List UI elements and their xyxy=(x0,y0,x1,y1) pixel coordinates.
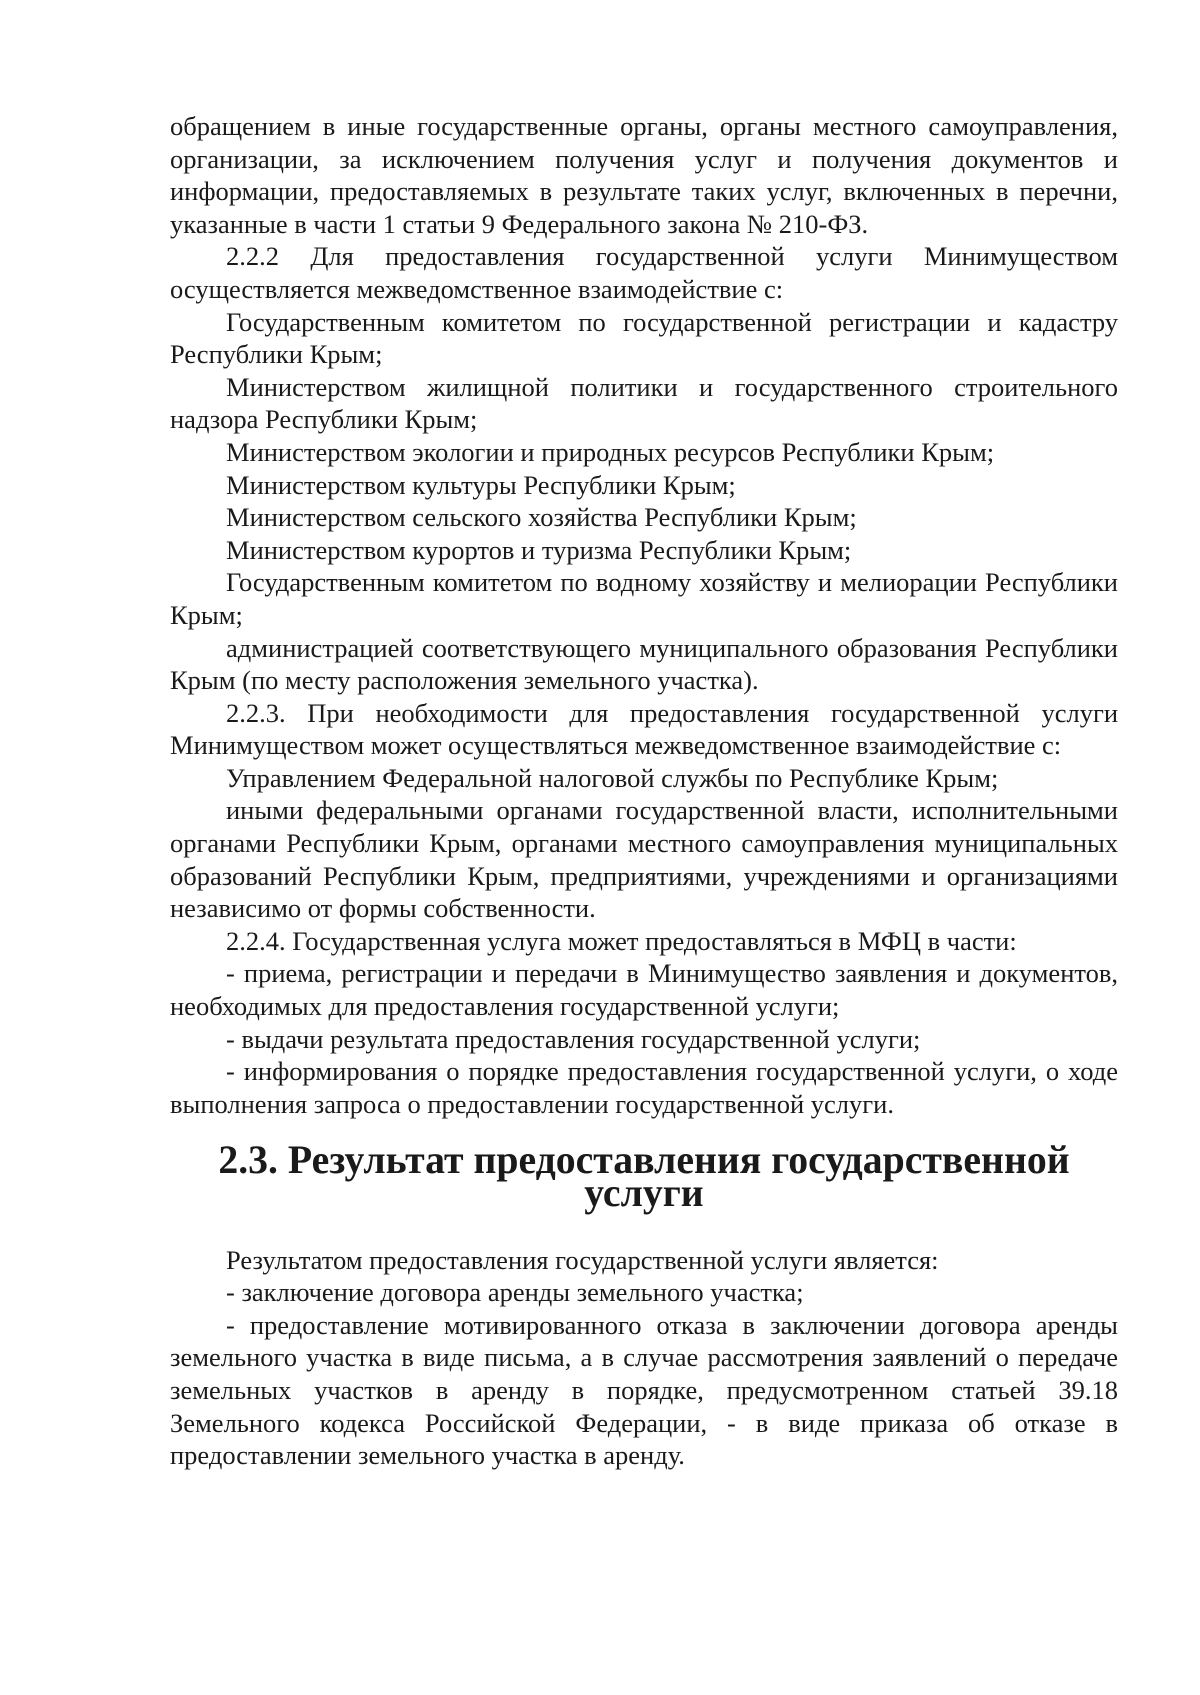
list-item-minselkhoz: Министерством сельского хозяйства Республики Крым; xyxy=(226,502,857,533)
paragraph-result-intro: Результатом предоставления государственной услуги является: xyxy=(226,1244,939,1275)
list-item-minekologii: Министерством экологии и природных ресурсов Республики Крым; xyxy=(226,436,995,467)
list-item-minkultury: Министерством культуры Республики Крым; xyxy=(226,469,736,500)
document-page xyxy=(170,110,1118,1472)
section-heading: 2.3. Результат предоставления государственной услуги xyxy=(218,1138,1070,1215)
paragraph-2-2-2: 2.2.2 Для предоставления государственной услуги Минимуществом осуществляется межведомственное взаимодействие с: xyxy=(170,241,1118,304)
list-item-informirovanie: - информирования о порядке предоставления государственной услуги, о ходе выполнения запроса о предоставлении государственной услуги. xyxy=(170,1056,1118,1119)
list-item-other-organs: иными федеральными органами государственной власти, исполнительными органами Республики Крым, органами местного самоуправления муниципальных образований Республики Крым, предприятиями, учреждениями и организациями независимо от формы собственности. xyxy=(170,795,1118,924)
list-item-dogovor: - заключение договора аренды земельного участка; xyxy=(226,1277,804,1308)
list-item-otkaz: - предоставление мотивированного отказа в заключении договора аренды земельного участка в виде письма, а в случае рассмотрения заявлений о передаче земельных участков в аренду в порядке, предусмотренном статьей 39.18 Земельного кодекса Российской Федерации, - в виде приказа об отказе в предоставлении земельного участка в аренду. xyxy=(170,1309,1118,1471)
paragraph-continuation: обращением в иные государственные органы, органы местного самоуправления, организации, за исключением получения услуг и получения документов и информации, предоставляемых в результате таких услуг, включенных в перечни, указанные в части 1 статьи 9 Федерального закона № 210-ФЗ. xyxy=(170,111,1118,239)
list-item-priem: - приема, регистрации и передачи в Минимущество заявления и документов, необходимых для предоставления государственной услуги; xyxy=(170,958,1118,1022)
paragraph-2-2-4: 2.2.4. Государственная услуга может предоставляться в МФЦ в части: xyxy=(226,925,1017,956)
list-item-goskomregistr: Государственным комитетом по государственной регистрации и кадастру Республики Крым; xyxy=(170,306,1118,370)
list-item-minzhilpolitiki: Министерством жилищной политики и государственного строительного надзора Республики Крым; xyxy=(170,371,1118,435)
list-item-vydacha: - выдачи результата предоставления государственной услуги; xyxy=(226,1023,921,1054)
list-item-ufns: Управлением Федеральной налоговой службы по Республике Крым; xyxy=(226,762,999,793)
list-item-minkurortov: Министерством курортов и туризма Республики Крым; xyxy=(226,534,852,565)
list-item-administration: администрацией соответствующего муниципального образования Республики Крым (по месту расположения земельного участка). xyxy=(170,632,1118,696)
paragraph-2-2-3: 2.2.3. При необходимости для предоставления государственной услуги Минимуществом может осуществляться межведомственное взаимодействие с: xyxy=(170,697,1118,761)
list-item-goskomvodkhoz: Государственным комитетом по водному хозяйству и мелиорации Республики Крым; xyxy=(170,567,1118,630)
